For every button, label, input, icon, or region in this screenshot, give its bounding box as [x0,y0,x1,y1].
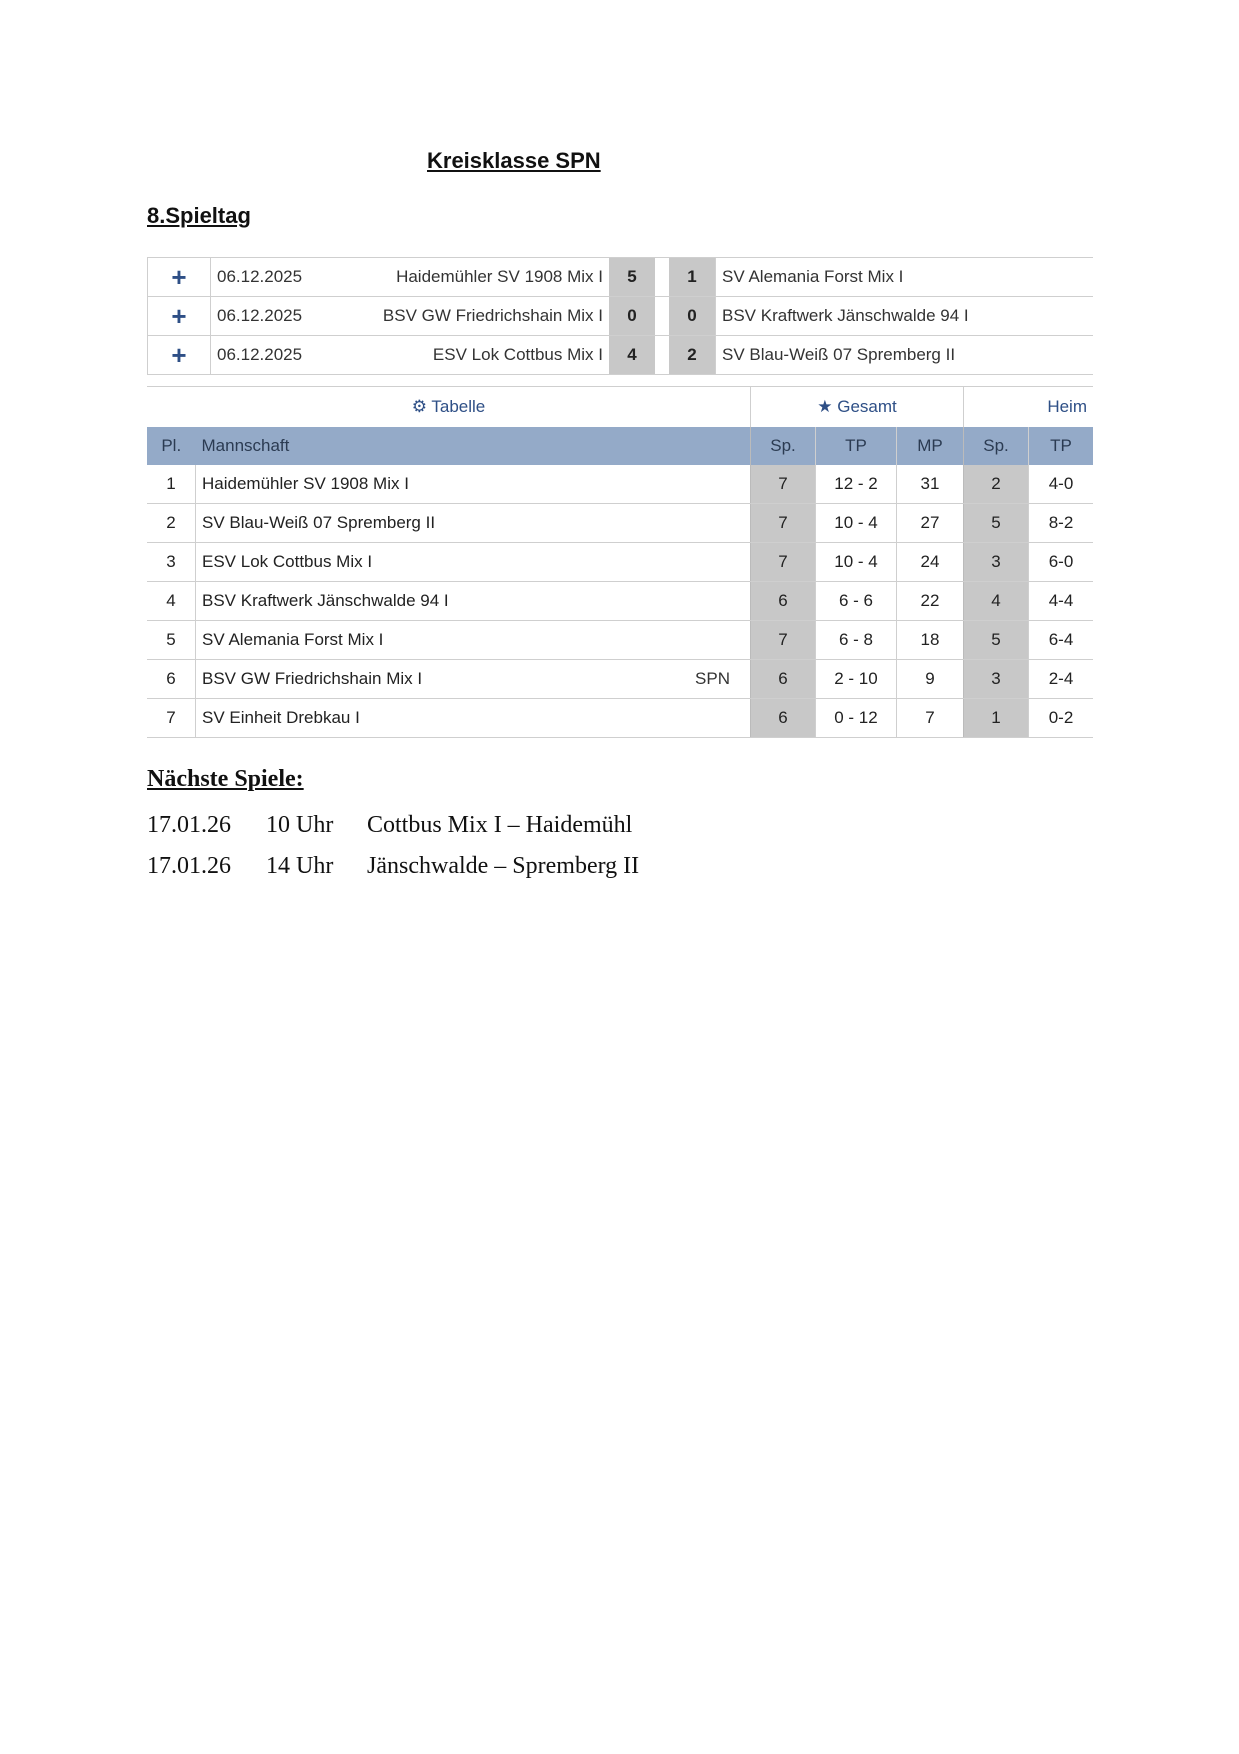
match-expand-button[interactable] [148,336,211,375]
table-row [147,621,1093,660]
row-home-games: 3 [964,543,1029,582]
row-place: 6 [147,660,196,699]
row-team: SV Einheit Drebkau I [196,699,645,738]
next-game-pairing: Jänschwalde – Spremberg II [367,853,640,879]
header-home-tp: TP [1029,427,1094,465]
row-tp: 10 - 4 [816,504,897,543]
row-place: 1 [147,465,196,504]
row-league-tag [644,699,750,738]
row-team: BSV Kraftwerk Jänschwalde 94 I [196,582,645,621]
table-row [147,504,1093,543]
match-score-gap [655,258,669,297]
match-expand-button[interactable] [148,297,211,336]
tab-home-label: Heim [1047,397,1087,416]
match-score-gap [655,336,669,375]
row-home-tp: 2-4 [1029,660,1094,699]
match-home-team: BSV GW Friedrichshain Mix I [333,297,609,336]
match-away-team: SV Alemania Forst Mix I [716,258,1094,297]
row-league-tag [644,621,750,660]
match-home-score: 0 [609,297,655,336]
row-team: ESV Lok Cottbus Mix I [196,543,645,582]
row-home-games: 2 [964,465,1029,504]
plus-icon: + [171,339,187,370]
header-mp: MP [897,427,964,465]
next-game-time: 10 Uhr [266,812,334,838]
match-score-gap [655,297,669,336]
row-games: 6 [751,660,816,699]
row-games: 7 [751,621,816,660]
row-home-games: 5 [964,621,1029,660]
match-away-score: 0 [669,297,716,336]
row-mp: 24 [897,543,964,582]
star-icon: ★ [817,397,833,416]
row-tp: 10 - 4 [816,543,897,582]
standings-table [147,386,1093,738]
row-place: 4 [147,582,196,621]
match-away-team: BSV Kraftwerk Jänschwalde 94 I [716,297,1094,336]
match-row [148,258,1094,297]
row-team: SV Alemania Forst Mix I [196,621,645,660]
next-game-time: 14 Uhr [266,853,334,879]
next-game-pairing: Cottbus Mix I – Haidemühl [367,812,633,838]
header-place: Pl. [147,427,196,465]
row-team: BSV GW Friedrichshain Mix I [196,660,645,699]
row-tp: 12 - 2 [816,465,897,504]
table-row [147,465,1093,504]
next-game-date: 17.01.26 [147,853,231,879]
match-row [148,336,1094,375]
row-tp: 6 - 6 [816,582,897,621]
row-home-tp: 4-4 [1029,582,1094,621]
row-place: 3 [147,543,196,582]
row-home-tp: 4-0 [1029,465,1094,504]
row-home-tp: 6-0 [1029,543,1094,582]
tab-table-label: Tabelle [431,397,486,416]
row-tp: 2 - 10 [816,660,897,699]
row-home-tp: 6-4 [1029,621,1094,660]
match-home-team: Haidemühler SV 1908 Mix I [333,258,609,297]
match-away-score: 1 [669,258,716,297]
next-game-row [147,853,639,880]
header-games: Sp. [751,427,816,465]
row-tp: 0 - 12 [816,699,897,738]
table-row [147,699,1093,738]
row-team: SV Blau-Weiß 07 Spremberg II [196,504,645,543]
tab-overall-label: Gesamt [837,397,897,416]
match-home-score: 4 [609,336,655,375]
gear-icon: ⚙ [411,397,427,416]
row-mp: 27 [897,504,964,543]
row-place: 5 [147,621,196,660]
row-home-games: 4 [964,582,1029,621]
matchday-title: 8.Spieltag [147,203,251,228]
tab-table[interactable] [147,387,751,428]
header-tp: TP [816,427,897,465]
row-home-games: 5 [964,504,1029,543]
row-games: 6 [751,699,816,738]
row-games: 6 [751,582,816,621]
match-away-team: SV Blau-Weiß 07 Spremberg II [716,336,1094,375]
row-place: 7 [147,699,196,738]
row-league-tag: SPN [644,660,750,699]
row-team: Haidemühler SV 1908 Mix I [196,465,645,504]
match-expand-button[interactable] [148,258,211,297]
row-games: 7 [751,465,816,504]
row-mp: 31 [897,465,964,504]
row-league-tag [644,543,750,582]
match-home-score: 5 [609,258,655,297]
row-home-games: 3 [964,660,1029,699]
row-games: 7 [751,543,816,582]
next-game-row [147,812,632,839]
table-row [147,543,1093,582]
row-mp: 22 [897,582,964,621]
header-team: Mannschaft [196,427,751,465]
match-date: 06.12.2025 [211,297,334,336]
plus-icon: + [171,261,187,292]
plus-icon: + [171,300,187,331]
page-title: Kreisklasse SPN [427,148,601,173]
row-home-tp: 8-2 [1029,504,1094,543]
row-games: 7 [751,504,816,543]
row-home-tp: 0-2 [1029,699,1094,738]
table-row [147,660,1093,699]
matches-table [147,257,1093,375]
row-league-tag [644,465,750,504]
table-row [147,582,1093,621]
row-mp: 18 [897,621,964,660]
row-place: 2 [147,504,196,543]
match-date: 06.12.2025 [211,336,334,375]
standings-header-row [147,427,1093,465]
row-league-tag [644,504,750,543]
tab-home[interactable] [964,387,1094,428]
match-home-team: ESV Lok Cottbus Mix I [333,336,609,375]
match-row [148,297,1094,336]
header-home-games: Sp. [964,427,1029,465]
tab-overall[interactable] [751,387,964,428]
row-mp: 9 [897,660,964,699]
next-games-title: Nächste Spiele: [147,766,304,792]
row-league-tag [644,582,750,621]
row-mp: 7 [897,699,964,738]
match-date: 06.12.2025 [211,258,334,297]
next-game-date: 17.01.26 [147,812,231,838]
match-away-score: 2 [669,336,716,375]
row-home-games: 1 [964,699,1029,738]
standings-tab-row [147,387,1093,428]
row-tp: 6 - 8 [816,621,897,660]
